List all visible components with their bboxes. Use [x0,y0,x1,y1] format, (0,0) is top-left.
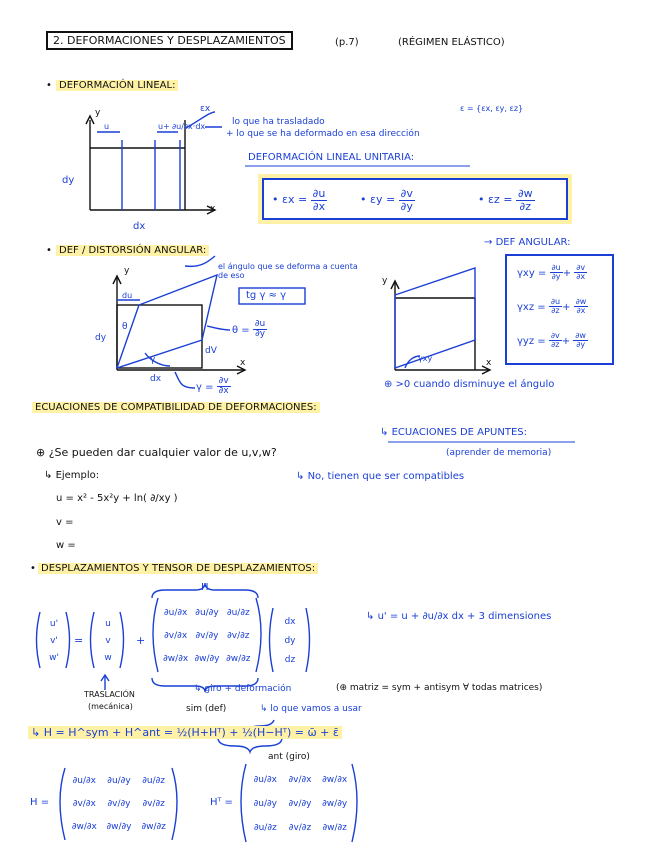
fig-ang-dx: dx [150,374,162,384]
tg-approx: tg γ ≈ γ [246,290,287,301]
plus-sign: + [136,634,146,647]
fig-ang-dy: dy [95,333,107,343]
fig-ang-du: du [122,291,133,300]
sim-def-label: sim (def) [186,704,227,714]
vector-dx: dx dy dz [284,616,296,666]
note-positive: ⊕ >0 cuando disminuye el ángulo [384,379,555,390]
traslacion-label: TRASLACIÓN [84,690,135,699]
def-angular-title: → DEF ANGULAR: [484,237,571,248]
matrix-note: (⊕ matriz = sym + antisym ∀ todas matrices) [336,683,543,693]
eq-ey: • εy = $\frac{\partial v}{\partial y}$ [360,187,413,213]
note-deformado: + lo que se ha deformado en esa dirección [226,129,420,139]
gyz-eq: γyz = $\frac{\partial v}{\partial z}$ + $\frac{\partial w}{\partial y}$ [517,331,586,350]
ant-giro-label: ant (giro) [268,752,310,762]
HT-eq-label: Hᵀ = [210,797,233,808]
regime-note: (RÉGIMEN ELÁSTICO) [398,37,505,48]
linear-unit-heading: DEFORMACIÓN LINEAL UNITARIA: [248,152,415,163]
tensor-heading: DESPLAZAMIENTOS Y TENSOR DE DESPLAZAMIENTOS: [38,563,318,574]
fig-ang-y: y [124,266,130,276]
example-w: w = [56,540,76,551]
fig-linear-u: u [104,122,110,131]
angular-heading: DEF / DISTORSIÓN ANGULAR: [56,245,209,256]
vector-u-prime: u' v' w' [49,619,59,663]
bullet-linear: • [46,80,52,91]
equals-sign: = [74,634,84,647]
section-title: 2. DEFORMACIONES Y DESPLAZAMIENTOS [46,31,293,50]
giro-def-label: ↳ giro + deformación [194,684,292,694]
mecanica-label: (mecánica) [88,702,133,711]
bullet-angular: • [46,245,52,256]
HT-matrix: ∂u/∂x ∂v/∂x ∂w/∂x ∂u/∂y ∂v/∂y ∂w/∂y ∂u/∂z ∂v/∂z ∂w/∂z [253,775,348,833]
u-prime-eq: ↳ u' = u + ∂u/∂x dx + 3 dimensiones [366,611,552,622]
angular-figure-2 [391,268,490,374]
H-matrix-lower: ∂u/∂x ∂u/∂y ∂u/∂z ∂v/∂x ∂v/∂y ∂v/∂z ∂w/∂x ∂w/∂y ∂w/∂z [71,776,166,832]
fig-ang-x: x [240,358,246,368]
gamma-eq: γ = $\frac{\partial v}{\partial x}$ [196,376,229,397]
epsilon-set-note: ε = {εx, εy, εz} [460,104,524,113]
example-v: v = [56,517,74,528]
fig2-x: x [486,358,492,368]
fig-linear-dx: dx [133,221,146,232]
compat-question: ⊕ ¿Se pueden dar cualquier valor de u,v,w? [36,446,277,459]
H-matrix: ∂u/∂x ∂u/∂y ∂u/∂z ∂v/∂x ∂v/∂y ∂v/∂z ∂w/∂x ∂w/∂y ∂w/∂z [163,608,251,664]
fig-linear-ex: εx [200,104,211,114]
eq-ex: • εx = $\frac{\partial u}{\partial x}$ [272,187,326,213]
gxy-eq: γxy = $\frac{\partial u}{\partial y}$ + $\frac{\partial v}{\partial x}$ [517,263,586,282]
fig-linear-dy: dy [62,175,75,186]
fig-ang-dv: dV [205,346,217,356]
H-decomposition: ↳ H = H^sym + H^ant = ½(H+Hᵀ) + ½(H−Hᵀ) = ω̄ + ε̄ [28,726,342,739]
fig-linear-y-label: y [95,108,101,118]
compat-answer: ↳ No, tienen que ser compatibles [296,471,465,482]
H-eq-label: H = [30,797,50,808]
example-u: u = x² - 5x²y + ln( ∂/xy ) [56,493,178,504]
apuntes-sub: (aprender de memoria) [446,448,552,458]
page-ref: (p.7) [335,37,359,48]
H-brace-label: H [201,582,209,593]
note-angle: el ángulo que se deforma a cuenta de eso [218,262,358,280]
fig-linear-x-label: x [210,204,216,214]
theta-eq: θ = $\frac{\partial u}{\partial y}$ [232,319,266,340]
vector-u: u v w [104,619,112,663]
apuntes-heading: ↳ ECUACIONES DE APUNTES: [380,427,527,438]
section-title-box [46,34,293,47]
linear-heading: DEFORMACIÓN LINEAL: [56,80,178,91]
fig-linear-dudx: ∂u/∂x·dx [172,122,206,131]
fig-ang-gamma: γ [150,355,156,365]
bullet-tensor: • [30,563,36,574]
example-label: ↳ Ejemplo: [44,470,100,481]
note-trasladado: lo que ha trasladado [232,117,325,127]
fig2-gamma: γxy [418,354,433,363]
compat-heading: ECUACIONES DE COMPATIBILIDAD DE DEFORMACIONES: [32,402,320,413]
eq-ez: • εz = $\frac{\partial w}{\partial z}$ [478,187,533,213]
fig-ang-theta: θ [122,322,128,332]
gxz-eq: γxz = $\frac{\partial u}{\partial z}$ + $\frac{\partial w}{\partial x}$ [517,297,587,316]
fig-linear-u2: u+ [158,122,170,131]
lo-que-vamos: ↳ lo que vamos a usar [260,704,362,714]
fig2-y: y [382,276,388,286]
